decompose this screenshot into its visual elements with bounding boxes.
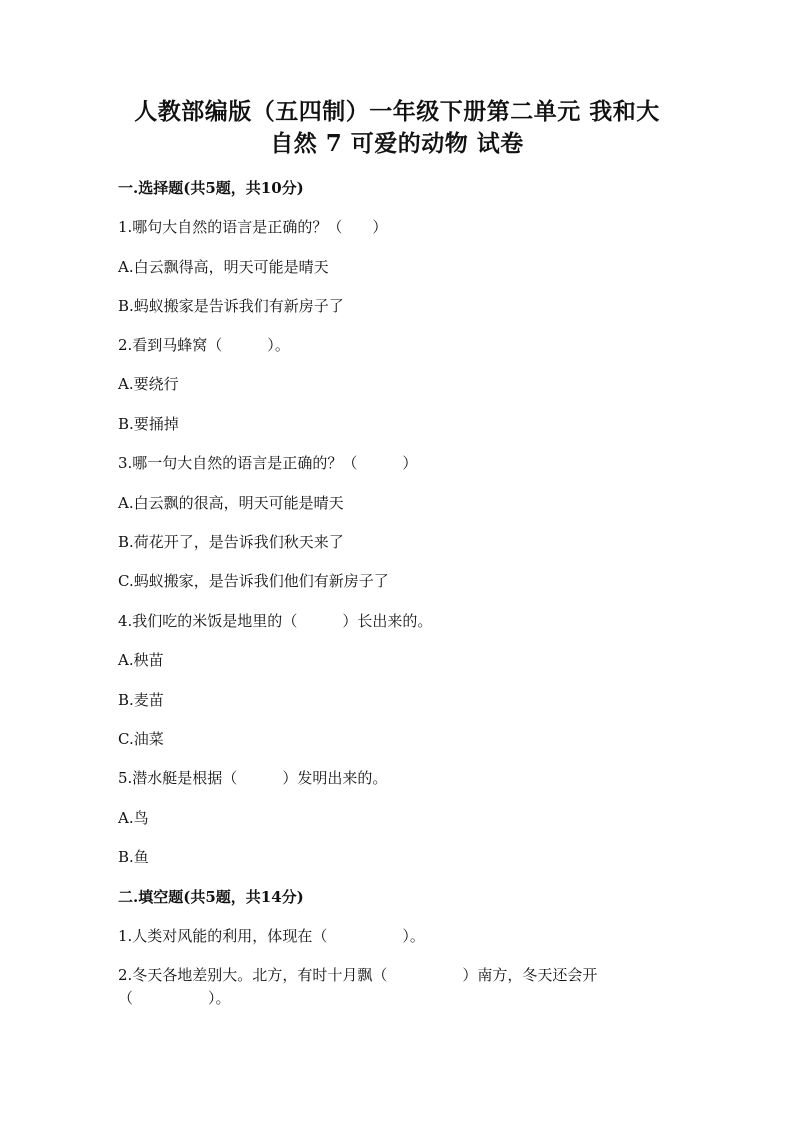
question-4-option-a: A.秧苗 xyxy=(118,651,164,669)
question-2-option-a: A.要绕行 xyxy=(118,375,179,393)
question-4-option-c: C.油菜 xyxy=(118,730,164,748)
question-3-option-c: C.蚂蚁搬家，是告诉我们他们有新房子了 xyxy=(118,572,389,590)
question-2-option-b: B.要捅掉 xyxy=(118,415,179,433)
question-3-stem: 3.哪一句大自然的语言是正确的？（ ） xyxy=(118,454,418,472)
fill-question-2: 2.冬天各地差别大。北方，有时十月飘（ ）南方，冬天还会开 xyxy=(118,966,598,984)
question-4-option-b: B.麦苗 xyxy=(118,691,164,709)
question-5-option-b: B.鱼 xyxy=(118,848,149,866)
fill-question-1: 1.人类对风能的利用，体现在（ ）。 xyxy=(118,927,425,945)
question-2-stem: 2.看到马蜂窝（ ）。 xyxy=(118,336,290,354)
question-1-stem: 1.哪句大自然的语言是正确的？（ ） xyxy=(118,218,388,236)
section-heading-choice: 一.选择题(共5题，共10分) xyxy=(118,179,304,197)
question-3-option-a: A.白云飘的很高，明天可能是晴天 xyxy=(118,494,344,512)
fill-question-2-continuation: （ ）。 xyxy=(118,989,231,1007)
page-title-line-1: 人教部编版（五四制）一年级下册第二单元 我和大 xyxy=(134,98,660,125)
question-3-option-b: B.荷花开了，是告诉我们秋天来了 xyxy=(118,533,344,551)
question-5-stem: 5.潜水艇是根据（ ）发明出来的。 xyxy=(118,769,388,787)
question-4-stem: 4.我们吃的米饭是地里的（ ）长出来的。 xyxy=(118,612,433,630)
page-title-line-2: 自然 7 可爱的动物 试卷 xyxy=(270,130,524,157)
question-5-option-a: A.鸟 xyxy=(118,809,149,827)
section-heading-fill: 二.填空题(共5题，共14分) xyxy=(118,888,304,906)
question-1-option-a: A.白云飘得高，明天可能是晴天 xyxy=(118,258,329,276)
question-1-option-b: B.蚂蚁搬家是告诉我们有新房子了 xyxy=(118,297,344,315)
